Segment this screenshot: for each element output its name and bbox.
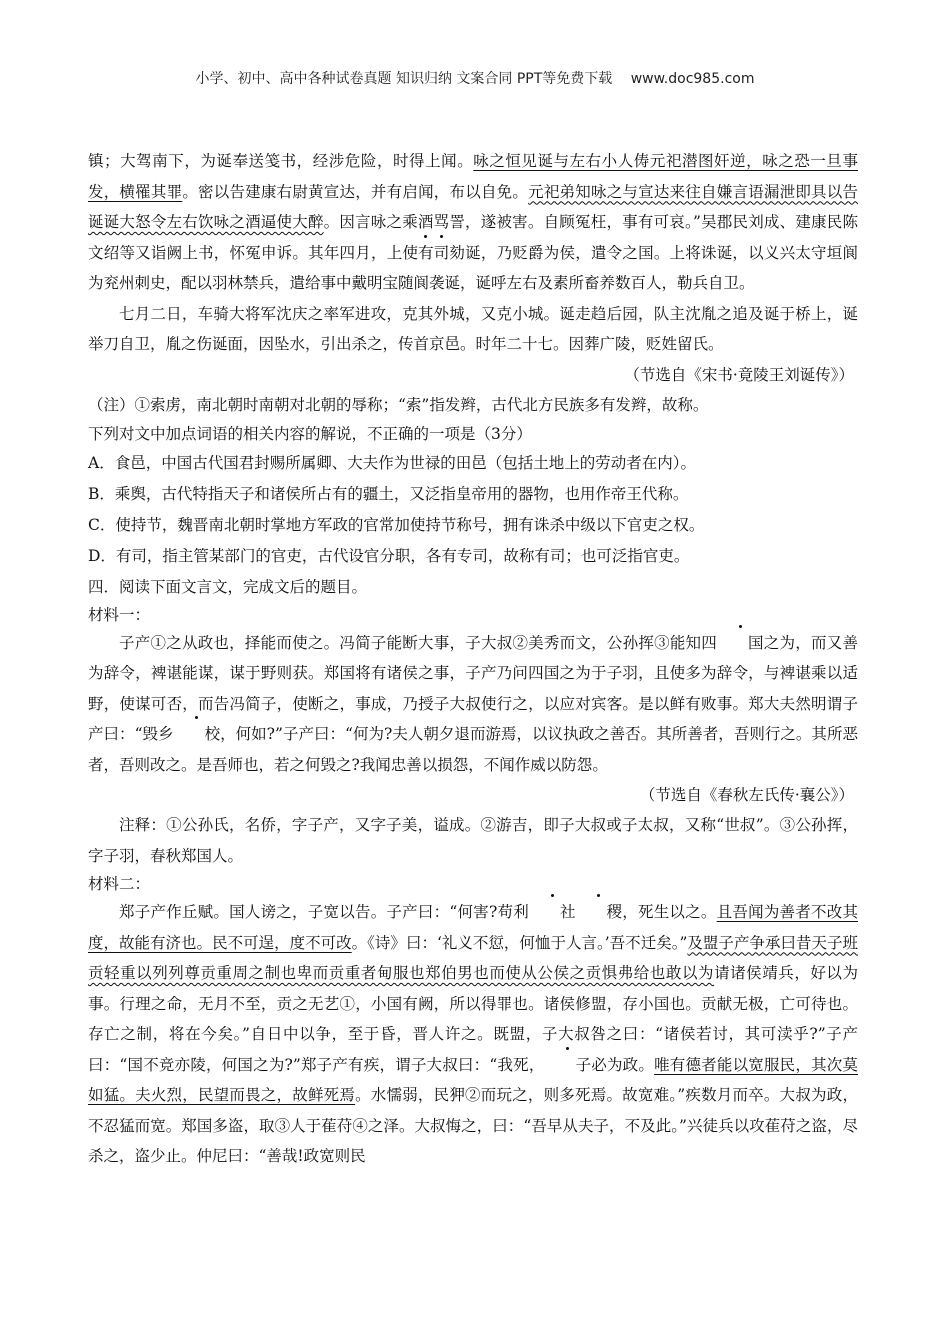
annotation-1: （注）①索虏，南北朝时南朝对北朝的辱称；“索”指发辫，古代北方民族多有发辫，故称。 bbox=[88, 395, 709, 414]
option-a: A．食邑，中国古代国君封赐所属卿、大夫作为世禄的田邑（包括土地上的劳动者在内）。 bbox=[88, 453, 696, 472]
text-run: ，何如?”子产曰：“何为?夫人朝夕退而游焉，以议执政之善否。其所善者，吾则行之。其所恶者，吾则改之。是吾师也，若之何毁之?我闻忠善以损怨，不闻作威以防怨。 bbox=[88, 725, 858, 774]
dotted-char: 司 bbox=[434, 238, 450, 269]
dotted-char: 有 bbox=[418, 238, 434, 269]
underlined-sentence: 唯有德者能以宽服民，其次莫如猛。夫火烈，民望而畏之，故鲜死焉 bbox=[88, 1055, 858, 1104]
source-citation-1: （节选自《宋书·竟陵王刘诞传》） bbox=[624, 365, 854, 384]
passage-paragraph-1 bbox=[88, 146, 858, 299]
wavy-underlined-sentence: 及盟子产争承曰昔天子班贡轻重以列列尊贡重周之制也卑而贡重者甸服也郑伯男也而使从公侯之贡惧弗给也敢以为 bbox=[88, 933, 858, 982]
dotted-char: 稷 bbox=[575, 897, 622, 928]
text-run: 。密以告建康右尉黄宣达，并有启闻，布以自免。 bbox=[182, 182, 529, 201]
option-b: B．乘舆，古代特指天子和诸侯所占有的疆土，又泛指皇帝用的器物，也用作帝王代称。 bbox=[88, 484, 689, 503]
section-heading-4: 四．阅读下面文言文，完成文后的题目。 bbox=[88, 577, 368, 596]
text-run: 必为政。 bbox=[591, 1055, 655, 1074]
dotted-char: 国 bbox=[717, 628, 764, 659]
question-stem: 下列对文中加点词语的相关内容的解说，不正确的一项是（3分） bbox=[88, 424, 532, 443]
text-run: 。水懦弱，民狎②而玩之，则多死焉。故宽难。”疾数月而卒。大叔为政，不忍猛而宽。郑国多盗，取③人于萑苻④之泽。大叔悔之，曰：“吾早从夫子，不及此。”兴徒兵以攻萑苻之盗，尽杀之，盗少止。仲尼曰：“善哉!政宽则民 bbox=[88, 1086, 858, 1165]
underlined-sentence: 咏之恒见诞与左右小人俦元祀潜图奸逆，咏之恐一旦事发，横罹其罪 bbox=[88, 152, 858, 201]
material-2-passage bbox=[88, 897, 858, 1172]
text-run: 劾诞，乃贬爵为侯，遣令之国。上将诛诞，以义兴太守垣阆为兖州刺史，配以羽林禁兵，遣给事中戴明宝随阆袭诞，诞呼左右及素所畜养数百人，勒兵自卫。 bbox=[88, 243, 858, 292]
text-run: 。因言咏之乘酒骂詈，遂被害。自顾冤枉，事有可哀。”吴郡民刘成、建康民陈文绍等又诣阙上书，怀冤申诉。其年四月，上使 bbox=[88, 213, 858, 262]
dotted-char: 校 bbox=[174, 719, 221, 750]
option-d: D．有司，指主管某部门的官吏，古代设官分职，各有专司，故称有司；也可泛指官吏。 bbox=[88, 546, 690, 565]
wavy-underlined-sentence: 元祀弟知咏之与宣达来往自嫌言语漏泄即具以告诞诞大怒令左右饮咏之酒逼使大醉 bbox=[88, 182, 858, 231]
text-run: 郑子产作丘赋。国人谤之，子宽以告。子产曰：“何害?苟利 bbox=[119, 903, 529, 921]
option-c: C．使持节，魏晋南北朝时掌地方军政的官常加使持节称号，拥有诛杀中级以下官吏之权。 bbox=[88, 515, 705, 534]
material-2-label: 材料二： bbox=[88, 875, 151, 893]
dotted-char: 社 bbox=[529, 897, 576, 928]
underlined-sentence: 且吾闻为善者不改其度，故能有济也。民不可逞，度不可改 bbox=[88, 903, 858, 952]
material-1-label: 材料一： bbox=[88, 605, 151, 624]
text-run: ，死生以之。 bbox=[622, 903, 717, 921]
material-1-passage bbox=[88, 628, 858, 781]
page-header: 小学、初中、高中各种试卷真题 知识归纳 文案合同 PPT等免费下载 www.doc985.com bbox=[195, 71, 755, 87]
document-body bbox=[88, 146, 858, 1172]
text-run: 子产①之从政也，择能而使之。冯简子能断大事，子大叔②美秀而文，公孙挥③能知四 bbox=[119, 633, 718, 652]
dotted-char: 子 bbox=[545, 1050, 592, 1081]
passage-paragraph-2: 七月二日，车骑大将军沈庆之率军进攻，克其外城，又克小城。诞走趋后园，队主沈胤之追及诞于桥上，诞举刀自卫，胤之伤诞面，因坠水，引出杀之，传首京邑。时年二十七。因葬广陵，贬姓留氏。 bbox=[88, 304, 858, 353]
source-citation-2: （节选自《春秋左氏传·襄公》） bbox=[639, 786, 854, 804]
text-run: 请诸侯靖兵，好以为事。行理之命，无月不至，贡之无艺①，小国有阙，所以得罪也。诸侯修盟，存小国也。贡献无极，亡可待也。存亡之制，将在今矣。”自日中以争，至于昏，晋人许之。既盟，子大叔咎之曰：“诸侯若讨，其可渎乎?”子产曰：“国不竞亦陵，何国之为?”郑子产有疾，谓子大叔曰：“我死， bbox=[88, 964, 858, 1074]
annotation-2: 注释：①公孙氏，名侨，字子产，又字子美，谥成。②游吉，即子大叔或子太叔，又称“世叔”。③公孙挥，字子羽，春秋郑国人。 bbox=[88, 816, 858, 865]
text-run: 之为，而又善为辞令，裨谌能谋，谋于野则获。郑国将有诸侯之事，子产乃问四国之为于子羽，且使多为辞令，与裨谌乘以适野，使谋可否，而告冯简子，使断之，事成，乃授子大叔使行之，以应对宾客。是以鲜有败事。郑大夫然明谓子产曰：“毁乡 bbox=[88, 633, 858, 743]
text-run: 。《诗》曰：‘礼义不愆，何恤于人言。’吾不迁矣。” bbox=[351, 933, 688, 952]
text-run: 镇；大驾南下，为诞奉送笺书，经涉危险，时得上闻。 bbox=[88, 152, 474, 170]
